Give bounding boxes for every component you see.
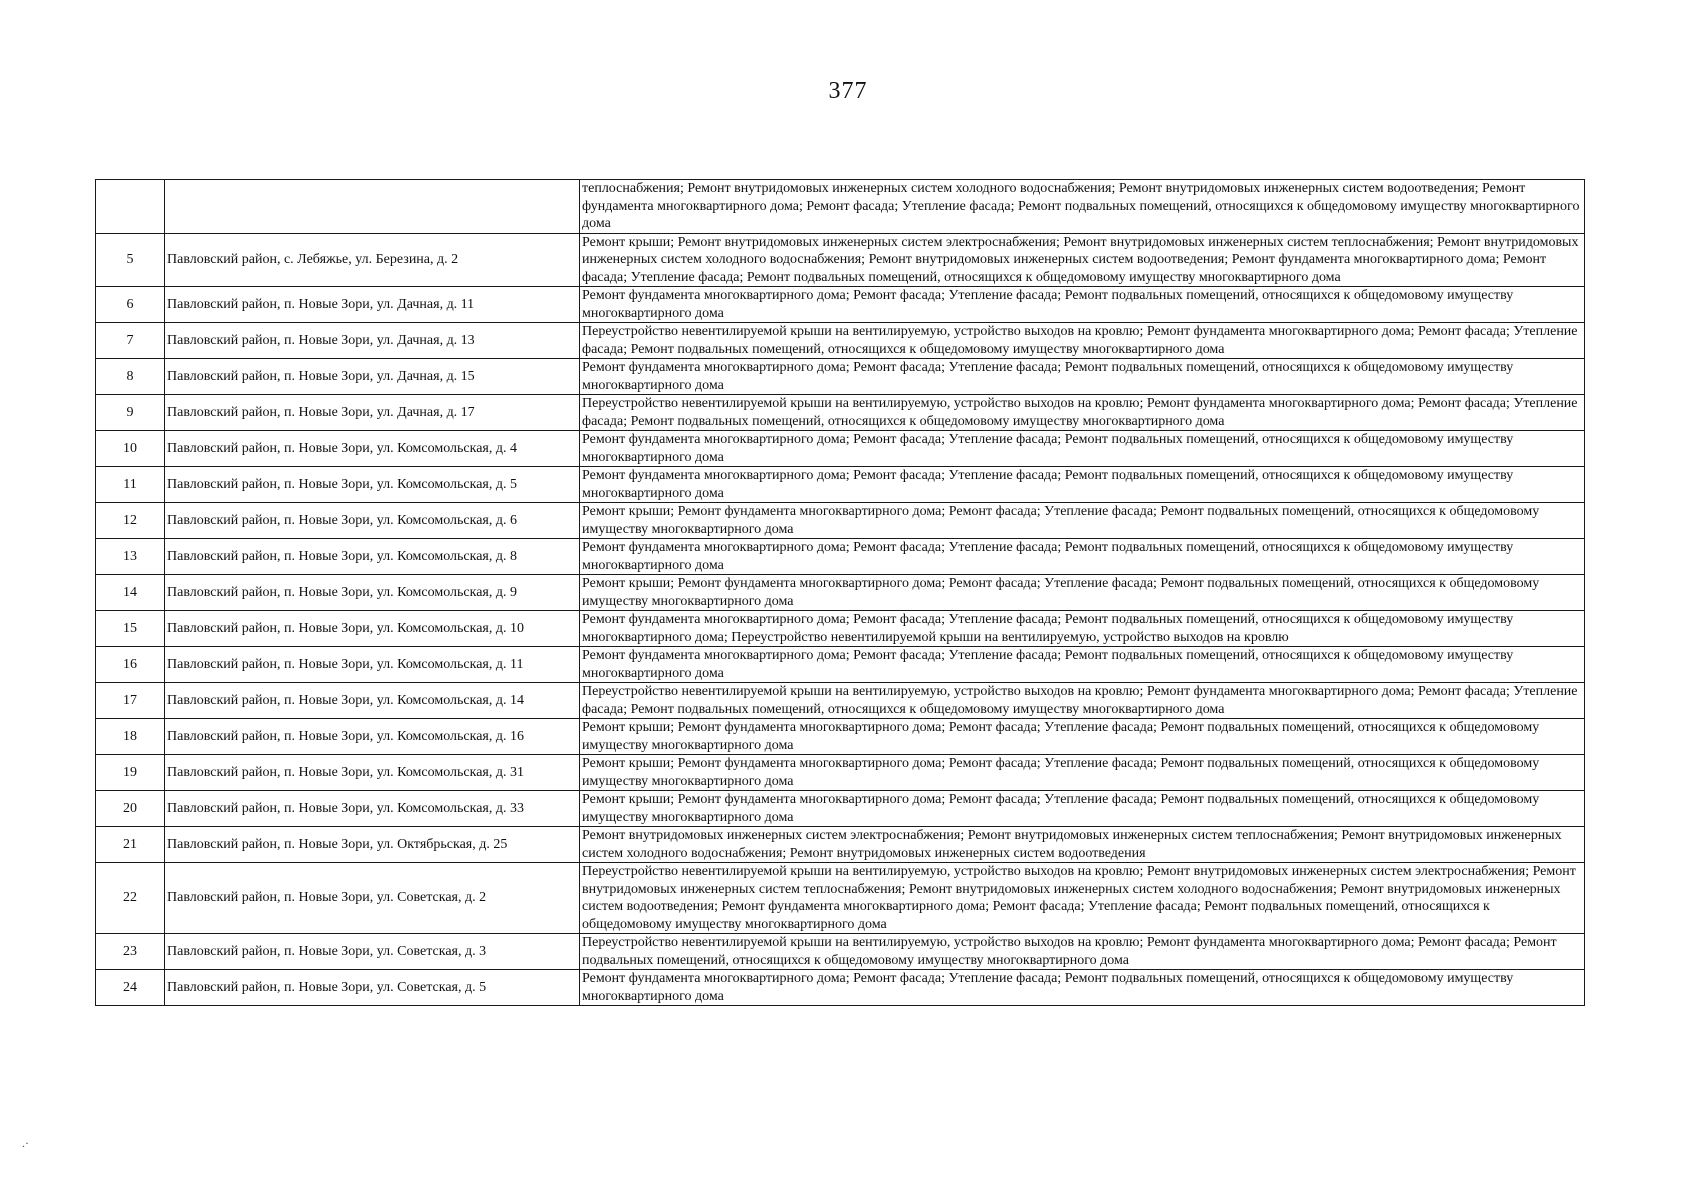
table-row <box>96 431 1585 467</box>
row-works: Переустройство невентилируемой крыши на вентилируемую, устройство выходов на кровлю; Ремонт фундамента многоквартирного дома; Ремонт фасада; Утепление фасада; Ремонт подвальных помещений, относящихся к общедомовому имуществу многоквартирного дома <box>580 683 1585 719</box>
scan-artifact: .· <box>22 1136 29 1150</box>
table-row <box>96 395 1585 431</box>
table-row <box>96 934 1585 970</box>
table-row <box>96 755 1585 791</box>
table-row <box>96 827 1585 863</box>
row-number: 24 <box>96 970 165 1006</box>
row-address: Павловский район, п. Новые Зори, ул. Комсомольская, д. 9 <box>165 575 580 611</box>
row-number: 10 <box>96 431 165 467</box>
row-works: Переустройство невентилируемой крыши на вентилируемую, устройство выходов на кровлю; Ремонт внутридомовых инженерных систем электроснабжения; Ремонт внутридомовых инженерных систем теплоснабжения; Ремонт внутридомовых инженерных систем холодного водоснабжения; Ремонт внутридомовых инженерных систем водоотведения; Ремонт фундамента многоквартирного дома; Ремонт фасада; Утепление фасада; Ремонт подвальных помещений, относящихся к общедомовому имуществу многоквартирного дома <box>580 863 1585 934</box>
row-address: Павловский район, п. Новые Зори, ул. Комсомольская, д. 16 <box>165 719 580 755</box>
table-row <box>96 467 1585 503</box>
row-address: Павловский район, п. Новые Зори, ул. Комсомольская, д. 11 <box>165 647 580 683</box>
table-row <box>96 287 1585 323</box>
row-address: Павловский район, п. Новые Зори, ул. Комсомольская, д. 6 <box>165 503 580 539</box>
row-number: 5 <box>96 233 165 287</box>
row-works: Переустройство невентилируемой крыши на вентилируемую, устройство выходов на кровлю; Ремонт фундамента многоквартирного дома; Ремонт фасада; Утепление фасада; Ремонт подвальных помещений, относящихся к общедомовому имуществу многоквартирного дома <box>580 323 1585 359</box>
row-address: Павловский район, п. Новые Зори, ул. Советская, д. 5 <box>165 970 580 1006</box>
row-number: 21 <box>96 827 165 863</box>
row-number: 19 <box>96 755 165 791</box>
row-number: 18 <box>96 719 165 755</box>
row-works: Ремонт фундамента многоквартирного дома; Ремонт фасада; Утепление фасада; Ремонт подвальных помещений, относящихся к общедомовому имуществу многоквартирного дома <box>580 467 1585 503</box>
row-number: 17 <box>96 683 165 719</box>
table-row <box>96 719 1585 755</box>
row-works: Ремонт крыши; Ремонт фундамента многоквартирного дома; Ремонт фасада; Утепление фасада; Ремонт подвальных помещений, относящихся к общедомовому имуществу многоквартирного дома <box>580 791 1585 827</box>
table-row <box>96 575 1585 611</box>
table-body <box>96 180 1585 1006</box>
table-row <box>96 611 1585 647</box>
row-works: Ремонт внутридомовых инженерных систем электроснабжения; Ремонт внутридомовых инженерных систем теплоснабжения; Ремонт внутридомовых инженерных систем холодного водоснабжения; Ремонт внутридомовых инженерных систем водоотведения <box>580 827 1585 863</box>
row-works: Ремонт фундамента многоквартирного дома; Ремонт фасада; Утепление фасада; Ремонт подвальных помещений, относящихся к общедомовому имуществу многоквартирного дома <box>580 431 1585 467</box>
row-address: Павловский район, п. Новые Зори, ул. Комсомольская, д. 14 <box>165 683 580 719</box>
table-row <box>96 233 1585 287</box>
row-works: Ремонт крыши; Ремонт фундамента многоквартирного дома; Ремонт фасада; Утепление фасада; Ремонт подвальных помещений, относящихся к общедомовому имуществу многоквартирного дома <box>580 719 1585 755</box>
table-row <box>96 503 1585 539</box>
row-works: Ремонт фундамента многоквартирного дома; Ремонт фасада; Утепление фасада; Ремонт подвальных помещений, относящихся к общедомовому имуществу многоквартирного дома <box>580 647 1585 683</box>
row-address: Павловский район, п. Новые Зори, ул. Советская, д. 3 <box>165 934 580 970</box>
row-address: Павловский район, п. Новые Зори, ул. Комсомольская, д. 10 <box>165 611 580 647</box>
row-works: Ремонт крыши; Ремонт фундамента многоквартирного дома; Ремонт фасада; Утепление фасада; Ремонт подвальных помещений, относящихся к общедомовому имуществу многоквартирного дома <box>580 575 1585 611</box>
table-row <box>96 180 1585 234</box>
table-row <box>96 647 1585 683</box>
table-row <box>96 791 1585 827</box>
row-works: Переустройство невентилируемой крыши на вентилируемую, устройство выходов на кровлю; Ремонт фундамента многоквартирного дома; Ремонт фасада; Утепление фасада; Ремонт подвальных помещений, относящихся к общедомовому имуществу многоквартирного дома <box>580 395 1585 431</box>
row-number: 16 <box>96 647 165 683</box>
row-number: 11 <box>96 467 165 503</box>
row-works: Ремонт фундамента многоквартирного дома; Ремонт фасада; Утепление фасада; Ремонт подвальных помещений, относящихся к общедомовому имуществу многоквартирного дома <box>580 287 1585 323</box>
row-address: Павловский район, п. Новые Зори, ул. Октябрьская, д. 25 <box>165 827 580 863</box>
row-works: Ремонт фундамента многоквартирного дома; Ремонт фасада; Утепление фасада; Ремонт подвальных помещений, относящихся к общедомовому имуществу многоквартирного дома <box>580 359 1585 395</box>
row-number: 13 <box>96 539 165 575</box>
row-address: Павловский район, п. Новые Зори, ул. Комсомольская, д. 4 <box>165 431 580 467</box>
row-works: Ремонт фундамента многоквартирного дома; Ремонт фасада; Утепление фасада; Ремонт подвальных помещений, относящихся к общедомовому имуществу многоквартирного дома <box>580 539 1585 575</box>
row-number: 7 <box>96 323 165 359</box>
row-number: 9 <box>96 395 165 431</box>
row-address: Павловский район, п. Новые Зори, ул. Дачная, д. 13 <box>165 323 580 359</box>
row-address: Павловский район, п. Новые Зори, ул. Советская, д. 2 <box>165 863 580 934</box>
row-address <box>165 180 580 234</box>
table-row <box>96 970 1585 1006</box>
row-works: теплоснабжения; Ремонт внутридомовых инженерных систем холодного водоснабжения; Ремонт внутридомовых инженерных систем водоотведения; Ремонт фундамента многоквартирного дома; Ремонт фасада; Утепление фасада; Ремонт подвальных помещений, относящихся к общедомовому имуществу многоквартирного дома <box>580 180 1585 234</box>
row-address: Павловский район, п. Новые Зори, ул. Дачная, д. 17 <box>165 395 580 431</box>
row-address: Павловский район, п. Новые Зори, ул. Дачная, д. 15 <box>165 359 580 395</box>
row-number: 23 <box>96 934 165 970</box>
table-row <box>96 359 1585 395</box>
row-address: Павловский район, п. Новые Зори, ул. Комсомольская, д. 33 <box>165 791 580 827</box>
row-number: 22 <box>96 863 165 934</box>
row-works: Ремонт фундамента многоквартирного дома; Ремонт фасада; Утепление фасада; Ремонт подвальных помещений, относящихся к общедомовому имуществу многоквартирного дома; Переустройство невентилируемой крыши на вентилируемую, устройство выходов на кровлю <box>580 611 1585 647</box>
row-works: Ремонт крыши; Ремонт внутридомовых инженерных систем электроснабжения; Ремонт внутридомовых инженерных систем теплоснабжения; Ремонт внутридомовых инженерных систем холодного водоснабжения; Ремонт внутридомовых инженерных систем водоотведения; Ремонт фундамента многоквартирного дома; Ремонт фасада; Утепление фасада; Ремонт подвальных помещений, относящихся к общедомовому имуществу многоквартирного дома <box>580 233 1585 287</box>
row-works: Ремонт крыши; Ремонт фундамента многоквартирного дома; Ремонт фасада; Утепление фасада; Ремонт подвальных помещений, относящихся к общедомовому имуществу многоквартирного дома <box>580 503 1585 539</box>
row-address: Павловский район, с. Лебяжье, ул. Березина, д. 2 <box>165 233 580 287</box>
table-row <box>96 539 1585 575</box>
row-number: 20 <box>96 791 165 827</box>
row-works: Переустройство невентилируемой крыши на вентилируемую, устройство выходов на кровлю; Ремонт фундамента многоквартирного дома; Ремонт фасада; Ремонт подвальных помещений, относящихся к общедомовому имуществу многоквартирного дома <box>580 934 1585 970</box>
row-address: Павловский район, п. Новые Зори, ул. Дачная, д. 11 <box>165 287 580 323</box>
row-works: Ремонт фундамента многоквартирного дома; Ремонт фасада; Утепление фасада; Ремонт подвальных помещений, относящихся к общедомовому имуществу многоквартирного дома <box>580 970 1585 1006</box>
table-row <box>96 863 1585 934</box>
row-works: Ремонт крыши; Ремонт фундамента многоквартирного дома; Ремонт фасада; Утепление фасада; Ремонт подвальных помещений, относящихся к общедомовому имуществу многоквартирного дома <box>580 755 1585 791</box>
row-number: 12 <box>96 503 165 539</box>
row-number: 15 <box>96 611 165 647</box>
row-number <box>96 180 165 234</box>
table-row <box>96 683 1585 719</box>
table-row <box>96 323 1585 359</box>
row-address: Павловский район, п. Новые Зори, ул. Комсомольская, д. 8 <box>165 539 580 575</box>
row-number: 6 <box>96 287 165 323</box>
row-address: Павловский район, п. Новые Зори, ул. Комсомольская, д. 31 <box>165 755 580 791</box>
row-number: 8 <box>96 359 165 395</box>
row-address: Павловский район, п. Новые Зори, ул. Комсомольская, д. 5 <box>165 467 580 503</box>
row-number: 14 <box>96 575 165 611</box>
repair-works-table <box>95 179 1585 1006</box>
page-number: 377 <box>828 78 868 104</box>
